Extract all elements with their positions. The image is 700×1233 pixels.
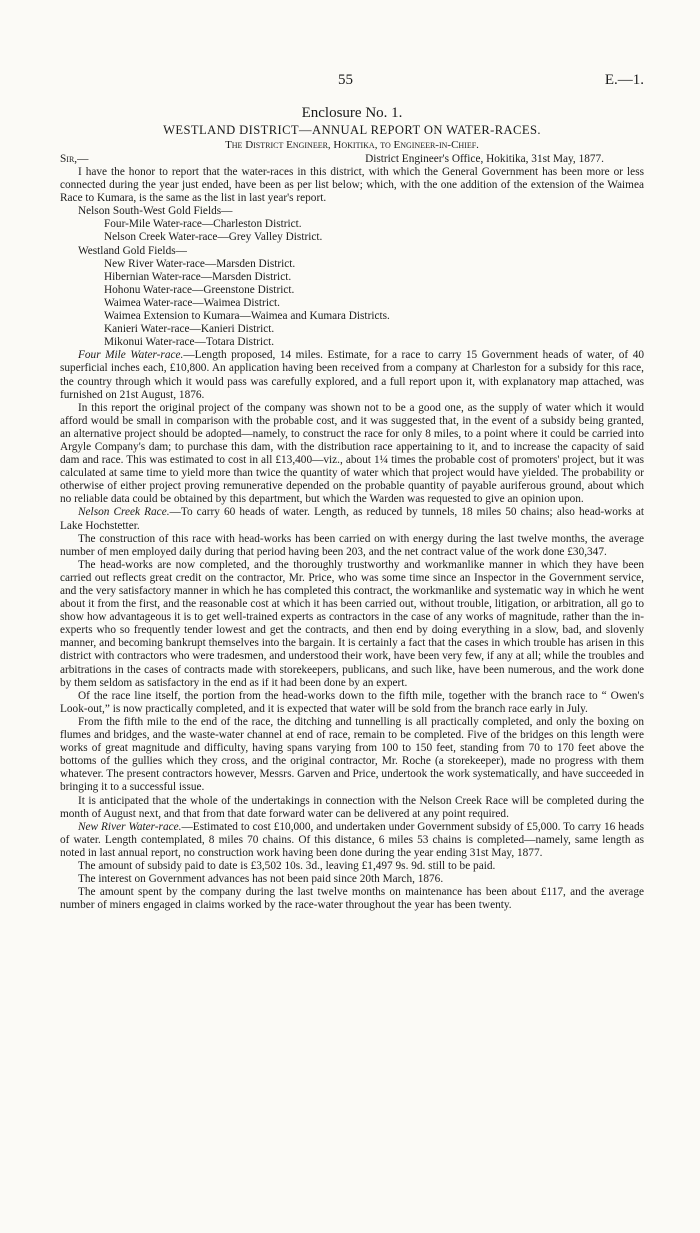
- paragraph-text: Of the race line itself, the portion from the head-works down to the fifth mile, together with the branch race to “ Owen's Look-out,” is now practically completed, and it is expected that water will be sold from the branch race early in July.: [60, 689, 644, 715]
- report-subtitle: The District Engineer, Hokitika, to Engineer-in-Chief.: [225, 139, 479, 151]
- list-item: Four-Mile Water-race—Charleston District.: [104, 218, 302, 231]
- body-paragraph: [60, 402, 644, 507]
- salutation: Sir,—: [60, 153, 89, 165]
- water-race-list: [60, 205, 644, 349]
- body-paragraph: [60, 533, 644, 559]
- report-title: WESTLAND DISTRICT—ANNUAL REPORT ON WATER-RACES.: [163, 123, 541, 137]
- body-paragraph: [60, 349, 644, 401]
- body-paragraph: [60, 821, 644, 860]
- body-paragraph: [60, 506, 644, 532]
- body-paragraph: [60, 559, 644, 690]
- paragraph-lead: Four Mile Water-race.: [78, 349, 184, 362]
- list-item: Hohonu Water-race—Greenstone District.: [104, 283, 295, 296]
- gold-field-heading: Westland Gold Fields—: [78, 244, 187, 257]
- body-paragraph: [60, 860, 644, 873]
- list-item: Kanieri Water-race—Kanieri District.: [104, 323, 275, 336]
- page-number: 55: [338, 72, 353, 88]
- paragraph-text: From the fifth mile to the end of the race, the ditching and tunnelling is all practically completed, and only the boxing on flumes and bridges, and the waste-water channel at end of race, remain to be completed. Five of the bridges on this length were works of great magnitude and difficulty, having spans varying from 100 to 150 feet, standing from 70 to 170 feet above the bottoms of the gullies which they cross, and the original contractor, Mr. Roche (a storekeeper), made no progress with them whatever. The present contractors however, Messrs. Garven and Price, undertook the work systematically, and have succeeded in bringing it to a successful issue.: [60, 715, 644, 794]
- list-item: Nelson Creek Water-race—Grey Valley District.: [104, 231, 323, 244]
- paragraph-text: In this report the original project of the company was shown not to be a good one, as the supply of water which it would afford would be small in comparison with the probable cost, and it was suggested that, in the event of a subsidy being granted, an alternative project should be adopted—namely, to construct the race for only 8 miles, to a point where it could be carried into Argyle Company's dam; to purchase this dam, with the distribution race appertaining to it, and to increase the capacity of said dam and race. This was estimated to cost in all £13,400—viz., about 1¼ times the probable cost of promoters' project, but it was calculated at same time to yield more than twice the quantity of water which that project would have yielded. The probability or otherwise of either project proving remunerative depended on the probable quantity of payable auriferous ground, about which no reliable data could be obtained by this department, but which the Warden was requested to give an opinion upon.: [60, 401, 644, 506]
- paragraph-text: The head-works are now completed, and the thoroughly trustworthy and workmanlike manner in which they have been carried out reflects great credit on the contractor, Mr. Price, who was some time since an Inspector in the Government service, and the very satisfactory manner in which he has completed this contract, the workmanlike and systematic way in which he went about it from the first, and the reasonable cost at which it has been carried out, without trouble, litigation, or arbitration, all go to show how advantageous it is to get well-trained experts as contractors in the case of any works of magnitude, rather than the in-experts who so frequently tender lowest and get the contracts, and then end by doing everything in a slow, bad, and slovenly manner, and becoming bankrupt themselves into the bargain. It is certainly a fact that the cases in which trouble has arisen in this district with contractors who were tradesmen, and understood their work, have been very few, if any at all; while the troubles and arbitrations in the cases of contracts made with storekeepers, publicans, and such like, have been numerous, and the work done by them seldom as satisfactory in the end as if it had been done by an expert.: [60, 558, 645, 689]
- document-code: E.—1.: [604, 72, 644, 88]
- salutation-row: [60, 152, 644, 166]
- paragraph-text: The interest on Government advances has not been paid since 20th March, 1876.: [78, 873, 444, 886]
- paragraph-text: —To carry 60 heads of water. Length, as reduced by tunnels, 18 miles 50 chains; also head-works at Lake Hochstetter.: [60, 506, 644, 532]
- body-paragraph: [60, 873, 644, 886]
- paragraph-lead: Nelson Creek Race.: [78, 506, 170, 519]
- intro-paragraph: I have the honor to report that the water-races in this district, with which the General Government has been more or less connected during the year just ended, have been as per list below; which, with the one addition of the extension of the Waimea Race to Kumara, is the same as the list in last year's report.: [60, 166, 644, 205]
- list-item: Hibernian Water-race—Marsden District.: [104, 270, 292, 283]
- paragraph-text: —Length proposed, 14 miles. Estimate, for a race to carry 15 Government heads of water, of 40 superficial inches each, £10,800. An application having been received from a company at Charleston for a subsidy for this race, the country through which it would pass was carefully explored, and a full report upon it, with explanatory map attached, was furnished on 21st August, 1876.: [60, 349, 644, 401]
- paragraph-text: The construction of this race with head-works has been carried on with energy during the last twelve months, the average number of men employed daily during that period having been 203, and the net contract value of the work done £30,347.: [60, 532, 644, 558]
- body-paragraph: [60, 690, 644, 716]
- paragraph-lead: New River Water-race.: [78, 820, 182, 833]
- gold-field-heading: Nelson South-West Gold Fields—: [78, 205, 233, 218]
- body-paragraph: [60, 716, 644, 795]
- paragraph-text: The amount spent by the company during the last twelve months on maintenance has been about £117, and the average number of miners engaged in claims worked by the race-water throughout the year has been twenty.: [60, 886, 644, 912]
- dateline: District Engineer's Office, Hokitika, 31st May, 1877.: [365, 153, 604, 165]
- body-paragraph: [60, 886, 644, 912]
- paragraph-text: —Estimated to cost £10,000, and undertaken under Government subsidy of £5,000. To carry 16 heads of water. Length contemplated, 8 miles 70 chains. Of this distance, 6 miles 53 chains is completed—namely, same length as noted in last annual report, no construction work having been done during the year ending 31st May, 1877.: [60, 820, 644, 859]
- list-item: New River Water-race—Marsden District.: [104, 257, 296, 270]
- paragraph-text: It is anticipated that the whole of the undertakings in connection with the Nelson Creek Race will be completed during the month of August next, and that from that date forward water can be delivered at any point required.: [60, 794, 644, 820]
- list-item: Waimea Extension to Kumara—Waimea and Kumara Districts.: [104, 310, 390, 323]
- list-item: Waimea Water-race—Waimea District.: [104, 296, 280, 309]
- paragraph-text: The amount of subsidy paid to date is £3,502 10s. 3d., leaving £1,497 9s. 9d. still to be paid.: [78, 859, 496, 872]
- body-paragraph: [60, 795, 644, 821]
- enclosure-title: Enclosure No. 1.: [301, 105, 403, 121]
- list-item: Mikonui Water-race—Totara District.: [104, 336, 275, 349]
